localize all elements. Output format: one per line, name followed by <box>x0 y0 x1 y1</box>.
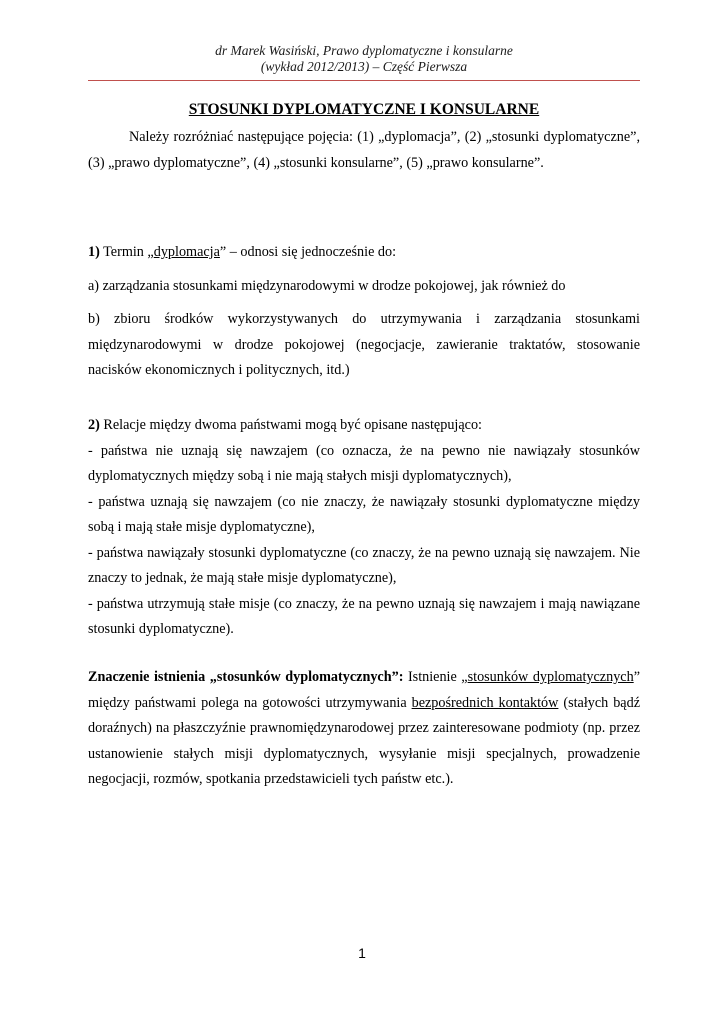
section-3-text-2: ” między państwami polega na gotowości utrzymywania <box>88 669 640 711</box>
section-2 <box>88 413 640 643</box>
section-3-text-3: (stałych bądź doraźnych) na płaszczyźnie prawnomiędzynarodowej przez zainteresowane podmioty (np. przez ustanowienie stałych misji dyplomatycznych, wysyłanie misji specjalnych, prowadzenie negocjacji, rozmów, spotkania przedstawicieli tych państw etc.). <box>88 694 640 787</box>
section-2-number: 2) <box>88 417 100 433</box>
running-header <box>88 43 640 75</box>
section-1 <box>88 240 640 384</box>
intro-paragraph <box>88 125 640 176</box>
header-lecture-part: (wykład 2012/2013) – Część Pierwsza <box>260 59 468 74</box>
list-item: - państwa nie uznają się nawzajem (co oznacza, że na pewno nie nawiązały stosunków dyplomatycznych między sobą i nie mają stałych misji dyplomatycznych), <box>88 442 640 484</box>
intro-text: Należy rozróżniać następujące pojęcia: (1) „dyplomacja”, (2) „stosunki dyplomatyczne”, (3) „prawo dyplomatyczne”, (4) „stosunki konsularne”, (5) „prawo konsularne”. <box>88 129 640 171</box>
section-1-lead-text: Termin „ <box>99 244 154 260</box>
section-1-item-a: a) zarządzania stosunkami międzynarodowymi w drodze pokojowej, jak również do <box>88 277 566 294</box>
term-stosunkow-dyplomatycznych: stosunków dyplomatycznych <box>467 669 634 685</box>
term-dyplomacja: dyplomacja <box>153 244 220 260</box>
section-3 <box>88 665 640 793</box>
section-3-text-1: Istnienie „ <box>403 669 468 685</box>
page-number: 1 <box>358 945 366 961</box>
header-author-course: dr Marek Wasiński, Prawo dyplomatyczne i konsularne <box>215 43 513 58</box>
list-item: - państwa utrzymują stałe misje (co znaczy, że na pewno uznają się nawzajem i mają nawiązane stosunki dyplomatyczne). <box>88 595 640 637</box>
section-2-lead-text: Relacje między dwoma państwami mogą być opisane następująco: <box>99 417 482 433</box>
section-1-item-b: b) zbioru środków wykorzystywanych do utrzymywania i zarządzania stosunkami międzynarodowymi w drodze pokojowej (negocjacje, zawieranie traktatów, stosowanie nacisków ekonomicznych i politycznych, itd.) <box>88 311 640 378</box>
term-bezposrednich-kontaktow: bezpośrednich kontaktów <box>411 694 559 711</box>
header-divider <box>88 80 640 81</box>
section-1-number: 1) <box>88 244 100 260</box>
section-3-heading: Znaczenie istnienia „stosunków dyplomatycznych”: <box>88 669 404 685</box>
section-1-lead <box>88 240 640 266</box>
list-item: - państwa uznają się nawzajem (co nie znaczy, że nawiązały stosunki dyplomatyczne między sobą i mają stałe misje dyplomatyczne), <box>88 493 640 535</box>
page-title: STOSUNKI DYPLOMATYCZNE I KONSULARNE <box>188 101 540 118</box>
section-1-lead-rest: ” – odnosi się jednocześnie do: <box>219 244 397 260</box>
list-item: - państwa nawiązały stosunki dyplomatyczne (co znaczy, że na pewno uznają się nawzajem. Nie znaczy to jednak, że mają stałe misje dyplomatyczne), <box>88 544 640 586</box>
section-2-lead <box>88 413 640 439</box>
section-3-paragraph <box>88 665 640 793</box>
